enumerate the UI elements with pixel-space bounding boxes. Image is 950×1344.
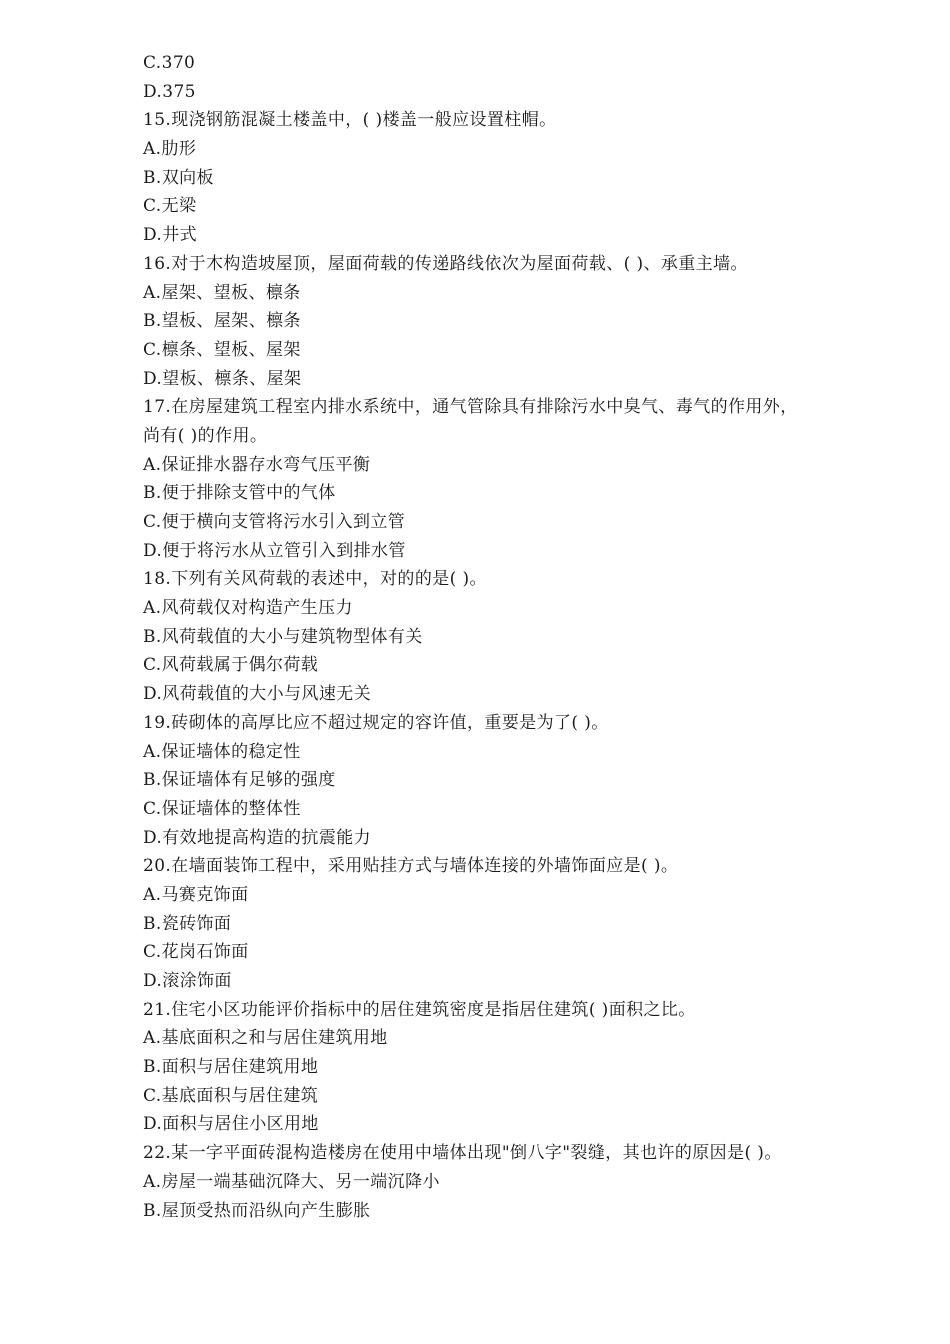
text-line: C.花岗石饰面 — [143, 942, 249, 963]
text-line: D.面积与居住小区用地 — [143, 1114, 319, 1135]
text-line: 尚有( )的作用。 — [143, 425, 268, 446]
text-line: A.保证墙体的稳定性 — [143, 741, 301, 762]
text-line: A.屋架、望板、檩条 — [143, 282, 301, 303]
text-line: B.面积与居住建筑用地 — [143, 1057, 319, 1078]
text-line: D.有效地提高构造的抗震能力 — [143, 827, 372, 848]
text-line: D.井式 — [143, 225, 198, 246]
question-18: 18.下列有关风荷载的表述中，对的的是( )。 — [143, 569, 487, 590]
question-15: 15.现浇钢筋混凝土楼盖中，( )楼盖一般应设置柱帽。 — [143, 110, 557, 131]
text-line: A.肋形 — [143, 139, 197, 160]
question-19: 19.砖砌体的高厚比应不超过规定的容许值，重要是为了( )。 — [143, 712, 609, 733]
text-line: D.滚涂饰面 — [143, 971, 232, 991]
text-line: C.基底面积与居住建筑 — [143, 1085, 319, 1106]
exam-questions-text — [143, 49, 863, 1225]
text-line: B.保证墙体有足够的强度 — [143, 770, 336, 791]
question-21: 21.住宅小区功能评价指标中的居住建筑密度是指居住建筑( )面积之比。 — [143, 999, 696, 1020]
text-line: D.便于将污水从立管引入到排水管 — [143, 540, 406, 561]
text-line: C.檩条、望板、屋架 — [143, 339, 301, 360]
text-line: A.基底面积之和与居住建筑用地 — [143, 1028, 388, 1049]
text-line: A.马赛克饰面 — [143, 884, 249, 905]
text-line: A.房屋一端基础沉降大、另一端沉降小 — [143, 1171, 440, 1192]
text-line: C.无梁 — [143, 196, 197, 217]
text-line: D.望板、檩条、屋架 — [143, 368, 302, 389]
text-line: B.风荷载值的大小与建筑物型体有关 — [143, 626, 423, 647]
text-line: A.保证排水器存水弯气压平衡 — [143, 454, 371, 475]
text-line: B.屋顶受热而沿纵向产生膨胀 — [143, 1200, 371, 1221]
text-line: C.风荷载属于偶尔荷载 — [143, 655, 319, 676]
text-line: C.保证墙体的整体性 — [143, 798, 301, 819]
text-line: B.望板、屋架、檩条 — [143, 311, 301, 332]
question-22: 22.某一字平面砖混构造楼房在使用中墙体出现"倒八字"裂缝，其也许的原因是( )。 — [143, 1143, 782, 1164]
text-line: D.风荷载值的大小与风速无关 — [143, 684, 372, 705]
text-line: B.便于排除支管中的气体 — [143, 483, 336, 504]
text-line: C.370 — [143, 53, 196, 73]
question-16: 16.对于木构造坡屋顶，屋面荷载的传递路线依次为屋面荷载、( )、承重主墙。 — [143, 253, 748, 274]
question-20: 20.在墙面装饰工程中，采用贴挂方式与墙体连接的外墙饰面应是( )。 — [143, 856, 679, 877]
text-line: B.瓷砖饰面 — [143, 913, 232, 934]
text-line: D.375 — [143, 81, 196, 102]
text-line: B.双向板 — [143, 167, 214, 188]
question-17: 17.在房屋建筑工程室内排水系统中，通气管除具有排除污水中臭气、毒气的作用外， — [143, 397, 798, 418]
text-line: C.便于横向支管将污水引入到立管 — [143, 512, 406, 532]
text-line: A.风荷载仅对构造产生压力 — [143, 598, 353, 619]
